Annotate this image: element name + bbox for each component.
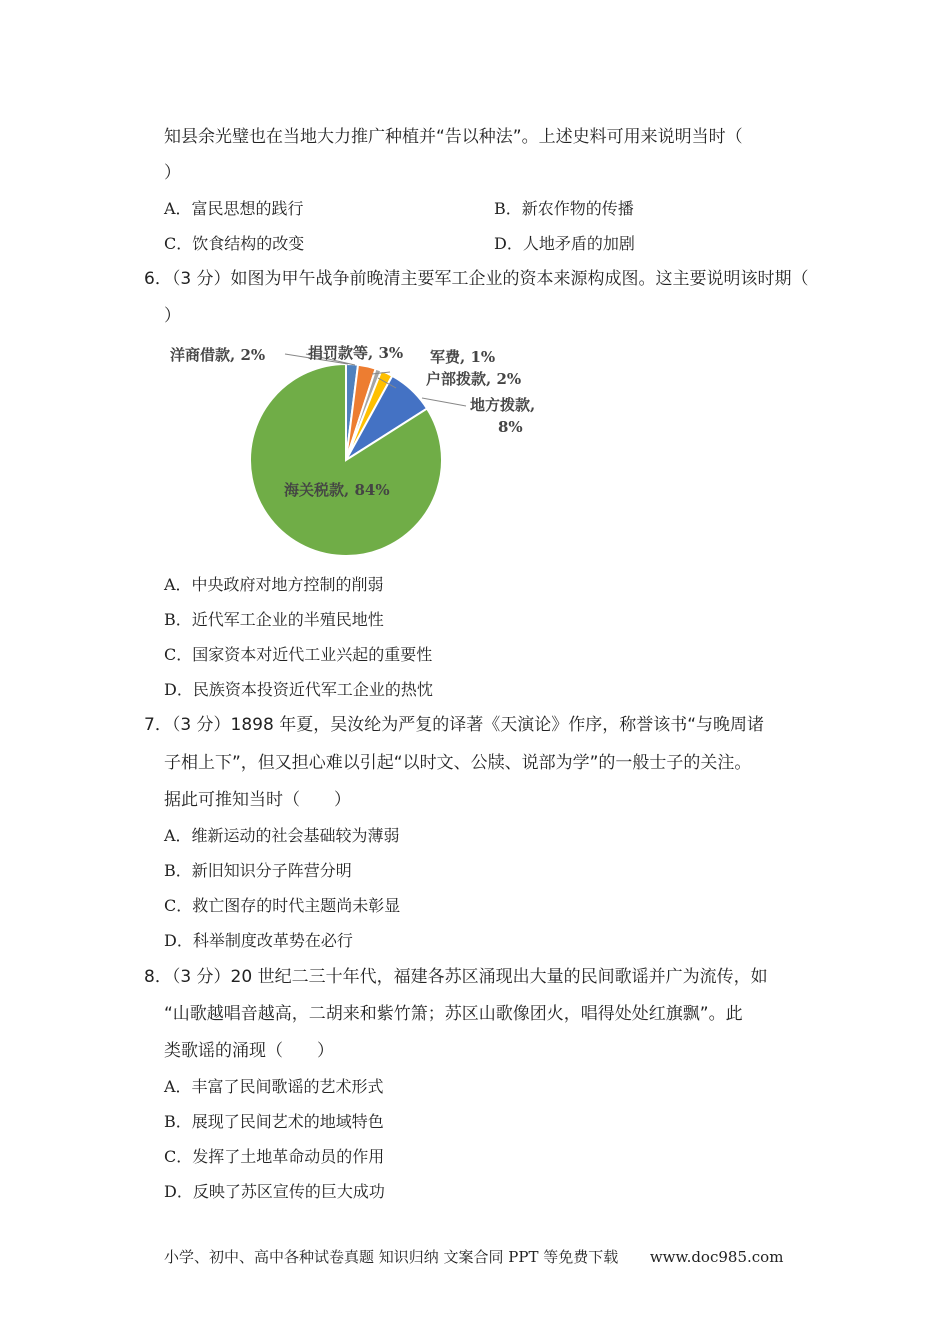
q5-stem-line1: 知县余光璧也在当地大力推广种植并“告以种法”。上述史料可用来说明当时（ bbox=[164, 127, 743, 147]
q5-stem-line2: ） bbox=[164, 163, 181, 183]
slice-label-customs-revenue: 海关税款, 84% bbox=[284, 481, 390, 499]
q8-option-d[interactable]: D．反映了苏区宣传的巨大成功 bbox=[164, 1182, 385, 1201]
q6-option-c[interactable]: C．国家资本对近代工业兴起的重要性 bbox=[164, 645, 433, 664]
q7-stem-line1: 7．（3 分）1898 年夏，吴汝纶为严复的译著《天演论》作序，称誉该书“与晚周诸 bbox=[144, 715, 765, 735]
q5-option-a[interactable]: A．富民思想的践行 bbox=[164, 199, 304, 218]
slice-label-local-allocation-1: 地方拨款, bbox=[470, 396, 536, 414]
q7-option-a[interactable]: A．维新运动的社会基础较为薄弱 bbox=[164, 826, 400, 845]
footer-site-link[interactable]: www.doc985.com bbox=[649, 1248, 784, 1266]
q8-stem-line3: 类歌谣的涌现（ ） bbox=[164, 1041, 334, 1061]
q7-stem-line3: 据此可推知当时（ ） bbox=[164, 790, 351, 810]
slice-label-donations-fines: 捐罚款等, 3% bbox=[308, 344, 404, 362]
q8-stem-line2: “山歌越唱音越高，二胡来和紫竹箫；苏区山歌像团火，唱得处处红旗飘”。此 bbox=[164, 1004, 743, 1024]
q8-option-b[interactable]: B．展现了民间艺术的地域特色 bbox=[164, 1112, 384, 1131]
page-footer bbox=[164, 1246, 783, 1267]
q8-option-c[interactable]: C．发挥了土地革命动员的作用 bbox=[164, 1147, 385, 1166]
q7-option-b[interactable]: B．新旧知识分子阵营分明 bbox=[164, 861, 352, 880]
q6-option-a[interactable]: A．中央政府对地方控制的削弱 bbox=[164, 575, 384, 594]
footer-text: 小学、初中、高中各种试卷真题 知识归纳 文案合同 PPT 等免费下载 bbox=[164, 1248, 619, 1266]
q6-option-b[interactable]: B．近代军工企业的半殖民地性 bbox=[164, 610, 384, 629]
pie-chart bbox=[160, 332, 580, 562]
q7-stem-line2: 子相上下”，但又担心难以引起“以时文、公牍、说部为学”的一般士子的关注。 bbox=[164, 753, 752, 773]
q6-stem-line1: 6．（3 分）如图为甲午战争前晚清主要军工企业的资本来源构成图。这主要说明该时期（ bbox=[144, 269, 809, 289]
slice-label-local-allocation-2: 8% bbox=[498, 418, 523, 436]
slice-label-board-of-revenue: 户部拨款, 2% bbox=[426, 370, 522, 388]
q8-stem-line1: 8．（3 分）20 世纪二三十年代，福建各苏区涌现出大量的民间歌谣并广为流传，如 bbox=[144, 967, 768, 987]
slice-label-foreign-loans: 洋商借款, 2% bbox=[170, 346, 266, 364]
q5-option-c[interactable]: C．饮食结构的改变 bbox=[164, 234, 305, 253]
q5-option-d[interactable]: D．人地矛盾的加剧 bbox=[494, 234, 635, 253]
q6-option-d[interactable]: D．民族资本投资近代军工企业的热忱 bbox=[164, 680, 433, 699]
q7-option-d[interactable]: D．科举制度改革势在必行 bbox=[164, 931, 353, 950]
q7-option-c[interactable]: C．救亡图存的时代主题尚未彰显 bbox=[164, 896, 401, 915]
pie-chart-svg bbox=[160, 332, 580, 562]
q8-option-a[interactable]: A．丰富了民间歌谣的艺术形式 bbox=[164, 1077, 384, 1096]
q5-option-b[interactable]: B．新农作物的传播 bbox=[494, 199, 634, 218]
slice-label-military-funds: 军费, 1% bbox=[430, 348, 496, 366]
q6-stem-line2: ） bbox=[164, 306, 181, 326]
